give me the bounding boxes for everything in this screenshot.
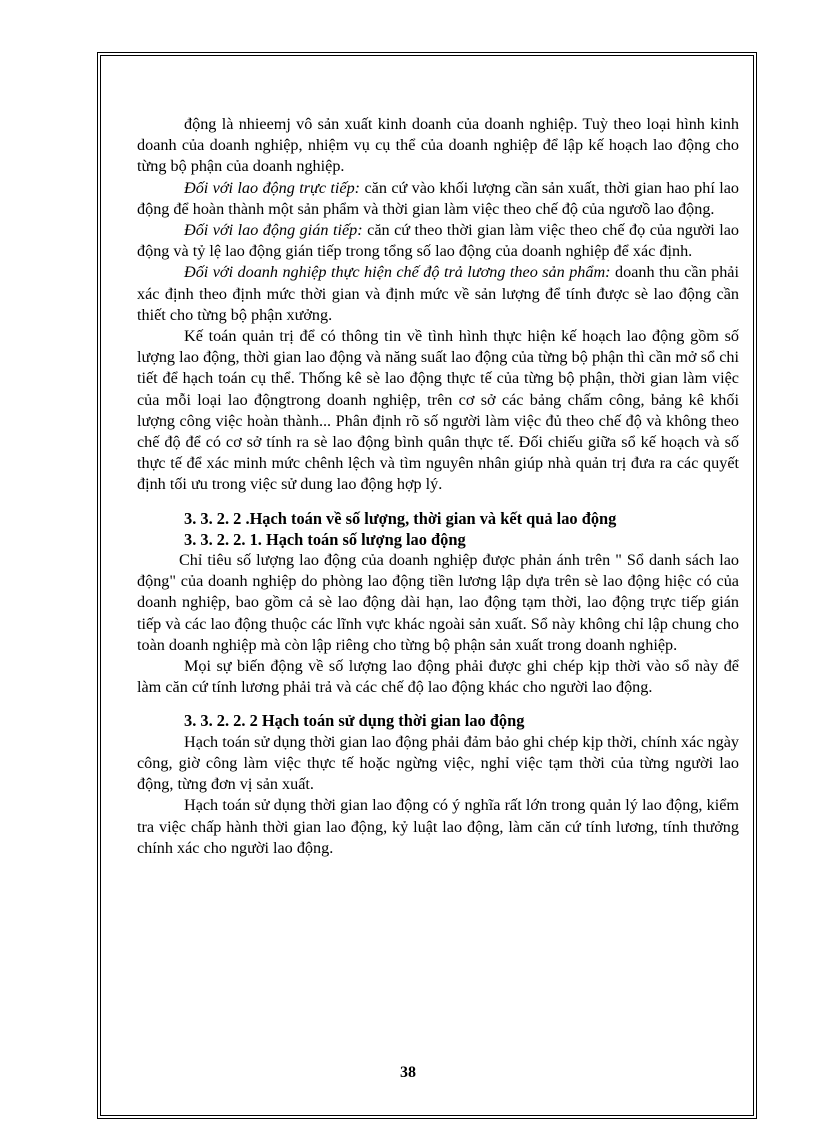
subsection-heading: 3. 3. 2. 2. 2 Hạch toán sử dụng thời gian lao động: [184, 711, 525, 731]
document-body: [137, 114, 739, 859]
paragraph-text: căn cứ vào khối lượng cần sản xuất, thời gian hao phí lao động để hoàn thành một sản phẩm và thời gian làm việc theo chế độ của ngươồ lao động.: [137, 178, 740, 218]
paragraph: Hạch toán sử dụng thời gian lao động phải đảm bảo ghi chép kịp thời, chính xác ngày công, giờ công làm việc thực tế hoặc ngừng việc, nghỉ việc tạm thời của từng người lao động, từng đơn vị sản xuất.: [137, 732, 739, 794]
section-heading: 3. 3. 2. 2 .Hạch toán về số lượng, thời gian và kết quả lao động: [184, 508, 617, 528]
paragraph: Mọi sự biến động về số lượng lao động phải được ghi chép kịp thời vào sổ này để làm căn cứ tính lương phải trả và các chế độ lao động khác cho người lao động.: [137, 657, 739, 697]
subsection-heading: 3. 3. 2. 2. 1. Hạch toán số lượng lao động: [184, 529, 466, 549]
paragraph: động là nhieemj vô sản xuất kinh doanh của doanh nghiệp. Tuỳ theo loại hình kinh doanh của doanh nghiệp, nhiệm vụ cụ thể của doanh nghiệp để lập kế hoạch lao động cho từng bộ phận của doanh nghiệp.: [137, 115, 739, 176]
paragraph: Chỉ tiêu số lượng lao động của doanh nghiệp được phản ánh trên " Sổ danh sách lao động" của doanh nghiệp do phòng lao động tiền lương lập dựa trên sè lao động hiệc có của doanh nghiệp, bao gồm cả sè lao động dài hạn, lao động tạm thời, lao động trực tiếp gián tiếp và các lao động thuộc các lĩnh vực khác ngoài sản xuất. Sổ này không chỉ lập chung cho toàn doanh nghiệp mà còn lập riêng cho từng bộ phận sản xuất trong doanh nghiệp.: [137, 551, 739, 654]
page-number: 38: [400, 1064, 416, 1081]
paragraph-lead: Đối với lao động gián tiếp:: [184, 221, 363, 240]
paragraph-text: doanh thu cần phải xác định theo định mức thời gian và định mức về sản lượng để tính được sè lao động cần thiết cho từng bộ phận xưởng.: [137, 263, 739, 324]
paragraph-lead: Đối với doanh nghiệp thực hiện chế độ trả lương theo sản phẩm:: [184, 263, 611, 282]
paragraph: Kế toán quản trị để có thông tin về tình hình thực hiện kế hoạch lao động gồm số lượng lao động, thời gian lao động và năng suất lao động của từng bộ phận thì cần mở sổ chi tiết để hạch toán cụ thể. Thống kê sè lao động thực tế của từng bộ phận, thời gian làm việc của mỗi loại lao độngtrong doanh nghiệp, trên cơ sở các bảng chấm công, bảng kê khối lượng công việc hoàn thành... Phân định rõ số người làm việc đủ theo chế độ và không theo chế độ để có cơ sở tính ra sè lao động bình quân thực tế. Đối chiếu giữa sổ kế hoạch và số thực tế để xác minh mức chênh lệch và tìm nguyên nhân giúp nhà quản trị đưa ra các quyết định tối ưu trong việc sử dung lao động hợp lý.: [137, 327, 739, 494]
spacer: [137, 496, 739, 508]
paragraph: [137, 178, 739, 220]
paragraph-lead: Đối với lao động trực tiếp:: [184, 178, 361, 197]
paragraph-text: căn cứ theo thời gian làm việc theo chế đọ của người lao động và tỷ lệ lao động gián tiếp trong tổng số lao động của doanh nghiệp để xác định.: [137, 221, 739, 261]
paragraph: [137, 262, 739, 326]
spacer: [137, 698, 739, 710]
paragraph: Hạch toán sử dụng thời gian lao động có ý nghĩa rất lớn trong quản lý lao động, kiểm tra việc chấp hành thời gian lao động, kỷ luật lao động, làm căn cứ tính lương, tính thưởng chính xác cho người lao động.: [137, 796, 739, 857]
paragraph: [137, 220, 739, 262]
